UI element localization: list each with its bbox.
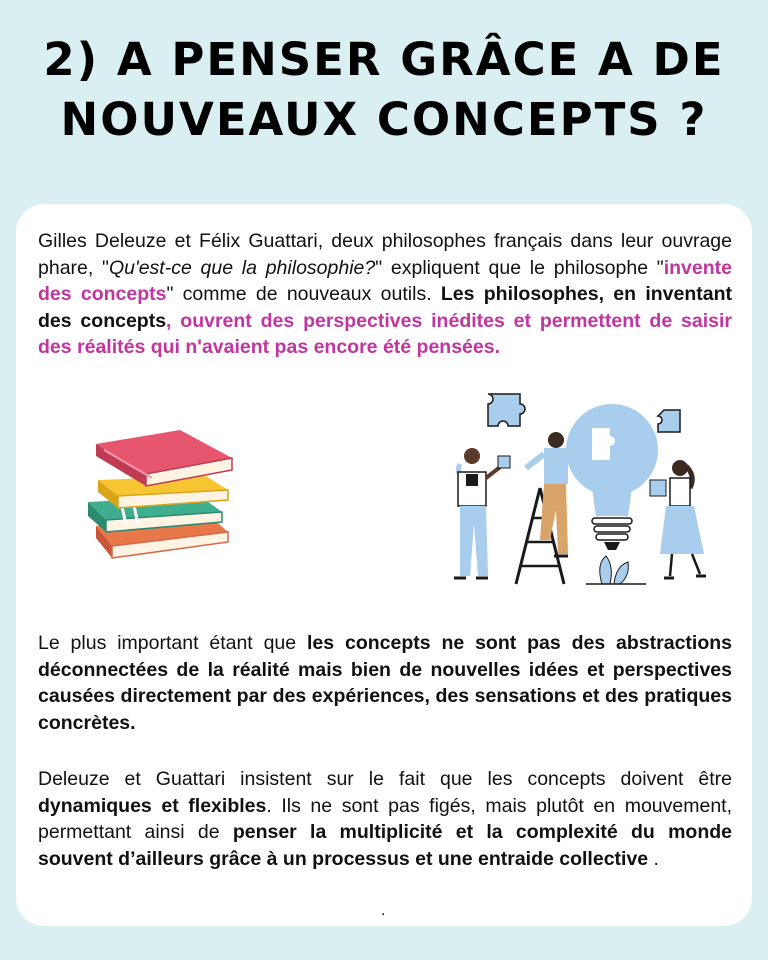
title-line-2: NOUVEAUX CONCEPTS ? [60, 93, 708, 146]
book-pink-icon [96, 430, 232, 486]
puzzle-piece-small-icon [658, 410, 680, 432]
paragraph-dynamics [38, 766, 732, 872]
intro-text-2: " expliquent que le philosophe " [375, 256, 664, 279]
lightbulb-icon [566, 404, 658, 550]
plant-icon [586, 556, 646, 584]
bold-dynamiques: dynamiques et flexibles [38, 794, 267, 817]
highlight-invente: invente des concepts [38, 256, 732, 305]
dynamics-text-2: . Ils ne sont pas figés, mais plutôt en mouvement, permettant ainsi de [38, 794, 732, 843]
book-title: Qu'est-ce que la philosophie? [108, 256, 376, 279]
bold-multiplicite: penser la multiplicité et la complexité du monde souvent d’ailleurs grâce à un processus et une entraide collective [38, 821, 733, 870]
intro-text-3: " comme de nouveaux outils. [166, 283, 441, 305]
person-right-icon [650, 460, 706, 578]
paragraph-concepts [38, 630, 732, 736]
footer-dot: . [381, 902, 386, 919]
page-title [0, 30, 768, 150]
person-left-icon [454, 448, 510, 578]
concepts-text-1: Le plus important étant que [38, 632, 307, 654]
title-line-1: 2) A PENSER GRÂCE A DE [43, 33, 725, 86]
highlight-perspectives: , ouvrent des perspectives inédites et permettent de saisir des réalités qui n'avaient pas encore été pensées. [38, 309, 732, 358]
dynamics-text-1: Deleuze et Guattari insistent sur le fait que les concepts doivent être [38, 768, 732, 790]
puzzle-piece-icon [488, 394, 525, 426]
lightbulb-puzzle-illustration [436, 388, 726, 588]
bold-philosophes: Les philosophes, en inventant des concepts [38, 283, 732, 332]
dynamics-text-3: . [648, 847, 659, 870]
book-stack-illustration [82, 424, 242, 569]
bold-concepts: les concepts ne sont pas des abstractions déconnectées de la réalité mais bien de nouvelles idées et perspectives causées directement par des expériences, des sensations et des pratiques concrètes. [38, 632, 732, 734]
person-middle-icon [526, 432, 588, 556]
paragraph-intro [38, 228, 732, 361]
intro-text-1: Gilles Deleuze et Félix Guattari, deux philosophes français dans leur ouvrage phare, " [38, 230, 732, 279]
